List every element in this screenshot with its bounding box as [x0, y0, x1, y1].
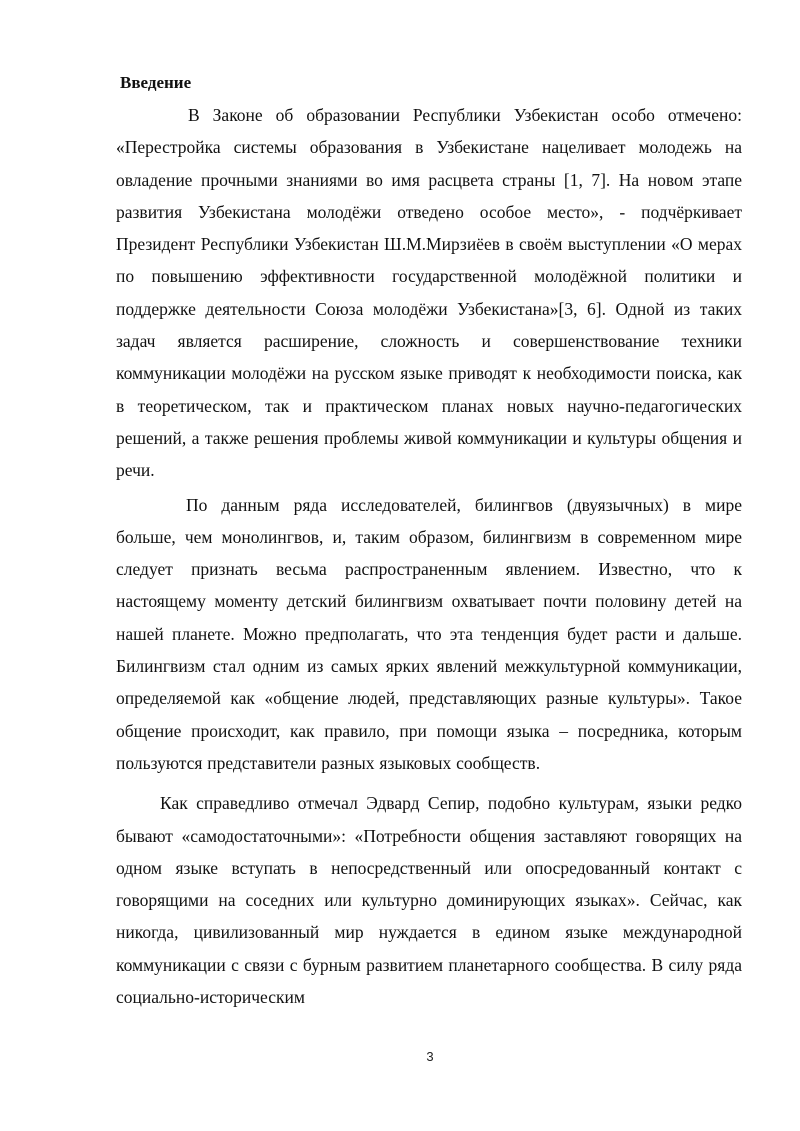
- page-number: 3: [426, 1049, 434, 1064]
- paragraph-1: В Законе об образовании Республики Узбекистан особо отмечено: «Перестройка системы образования в Узбекистане нацеливает молодежь на овладение прочными знаниями во имя расцвета страны [1, 7]. На новом этапе развития Узбекистана молодёжи отведено особое место», - подчёркивает Президент Республики Узбекистан Ш.М.Мирзиёев в своём выступлении «О мерах по повышению эффективности государственной молодёжной политики и поддержке деятельности Союза молодёжи Узбекистана»[3, 6]. Одной из таких задач является расширение, сложность и совершенствование техники коммуникации молодёжи на русском языке приводят к необходимости поиска, как в теоретическом, так и практическом планах новых научно-педагогических решений, а также решения проблемы живой коммуникации и культуры общения и речи.: [116, 105, 742, 481]
- section-heading: Введение: [120, 73, 192, 92]
- document-page: [116, 72, 742, 1013]
- paragraph-3: Как справедливо отмечал Эдвард Сепир, подобно культурам, языки редко бывают «самодостаточными»: «Потребности общения заставляют говорящих на одном языке вступать в непосредственный или опосредованный контакт с говорящими на соседних или культурно доминирующих языках». Сейчас, как никогда, цивилизованный мир нуждается в едином языке международной коммуникации с связи с бурным развитием планетарного сообщества. В силу ряда социально-историческим: [116, 793, 742, 1008]
- paragraph-2: По данным ряда исследователей, билингвов (двуязычных) в мире больше, чем монолингвов, и, таким образом, билингвизм в современном мире следует признать весьма распространенным явлением. Известно, что к настоящему моменту детский билингвизм охватывает почти половину детей на нашей планете. Можно предполагать, что эта тенденция будет расти и дальше. Билингвизм стал одним из самых ярких явлений межкультурной коммуникации, определяемой как «общение людей, представляющих разные культуры». Такое общение происходит, как правило, при помощи языка – посредника, которым пользуются представители разных языковых сообществ.: [116, 494, 742, 773]
